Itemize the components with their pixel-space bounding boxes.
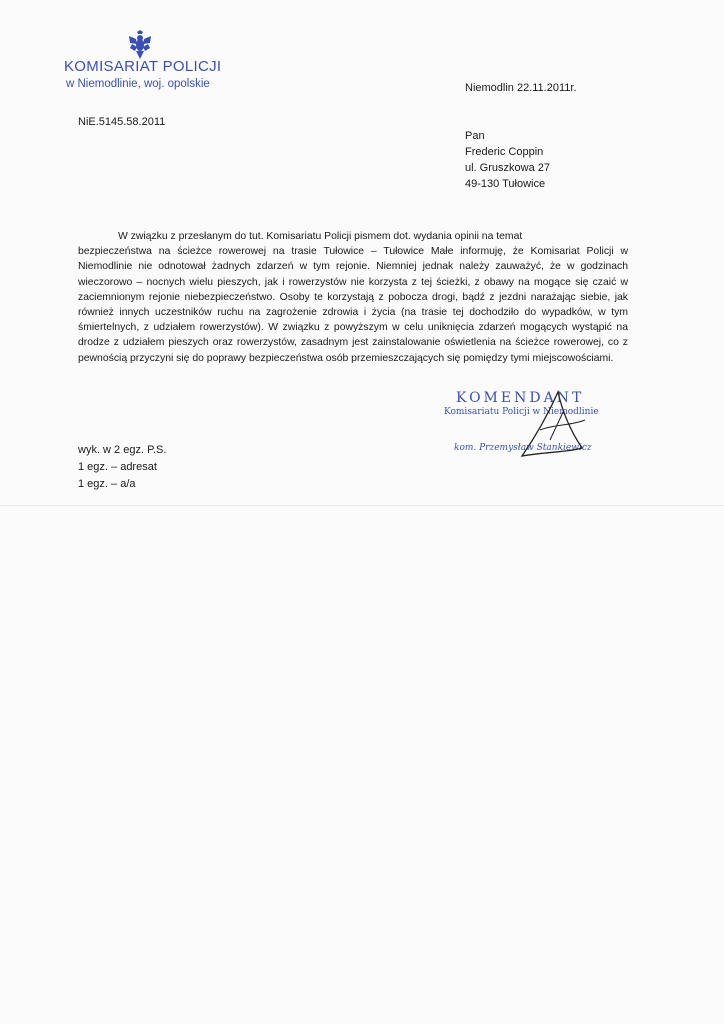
distribution-prepared: wyk. w 2 egz. P.S. xyxy=(78,444,167,456)
body-paragraph: bezpieczeństwa na ścieżce rowerowej na trasie Tułowice – Tułowice Małe informuję, że Komisariat Policji w Niemodlinie nie odnotował żadnych zdarzeń w tym rejonie. Niemniej jednak należy zauważyć, że w godzinach wieczorowo – nocnych wielu pieszych, jak i rowerzystów nie korzysta z tej ścieżki, z obawy na mogące się czaić w zaciemnionym rejonie niebezpieczeństwo. Osoby te korzystają z pobocza drogi, bądź z jezdni narażając siebie, jak również innych uczestników ruchu na zagrożenie zdrowia i życia (na trasie tej dochodziło do wypadków, w tym śmiertelnych, z udziałem rowerzystów). W związku z powyższym w celu uniknięcia zdarzeń mogących wystąpić na drodze z udziałem pieszych oraz rowerzystów, zasadnym jest zainstalowanie oświetlenia na ścieżce rowerowej, co z pewnością przyczyni się do poprawy bezpieczeństwa osób przemieszczających się pomiędzy tymi miejscowościami. xyxy=(78,246,628,364)
addressee-salutation: Pan xyxy=(465,130,485,142)
addressee-city: 49-130 Tułowice xyxy=(465,178,546,190)
addressee-street: ul. Gruszkowa 27 xyxy=(465,162,550,174)
reference-number: NiE.5145.58.2011 xyxy=(78,116,166,128)
signature-icon xyxy=(500,390,610,460)
place-date: Niemodlin 22.11.2011r. xyxy=(465,82,577,94)
distribution-list xyxy=(78,442,166,493)
org-name: KOMISARIAT POLICJI xyxy=(64,58,222,75)
addressee-block xyxy=(465,128,550,192)
stamp-org: Komisariatu Policji w Niemodlinie xyxy=(444,407,599,417)
distribution-copy-1: 1 egz. – adresat xyxy=(78,461,157,473)
eagle-crest-icon xyxy=(126,30,154,60)
page-fold-divider xyxy=(0,505,724,506)
letter-body xyxy=(78,229,628,366)
stamp-title: KOMENDANT xyxy=(456,390,585,406)
stamp-name: kom. Przemysław Stankiewicz xyxy=(454,443,592,453)
body-first-line: W związku z przesłanym do tut. Komisariatu Policji pismem dot. wydania opinii na temat xyxy=(118,231,523,242)
org-subtitle: w Niemodlinie, woj. opolskie xyxy=(66,78,210,90)
official-stamp xyxy=(440,390,630,470)
distribution-copy-2: 1 egz. – a/a xyxy=(78,478,136,490)
addressee-name: Frederic Coppin xyxy=(465,146,544,158)
